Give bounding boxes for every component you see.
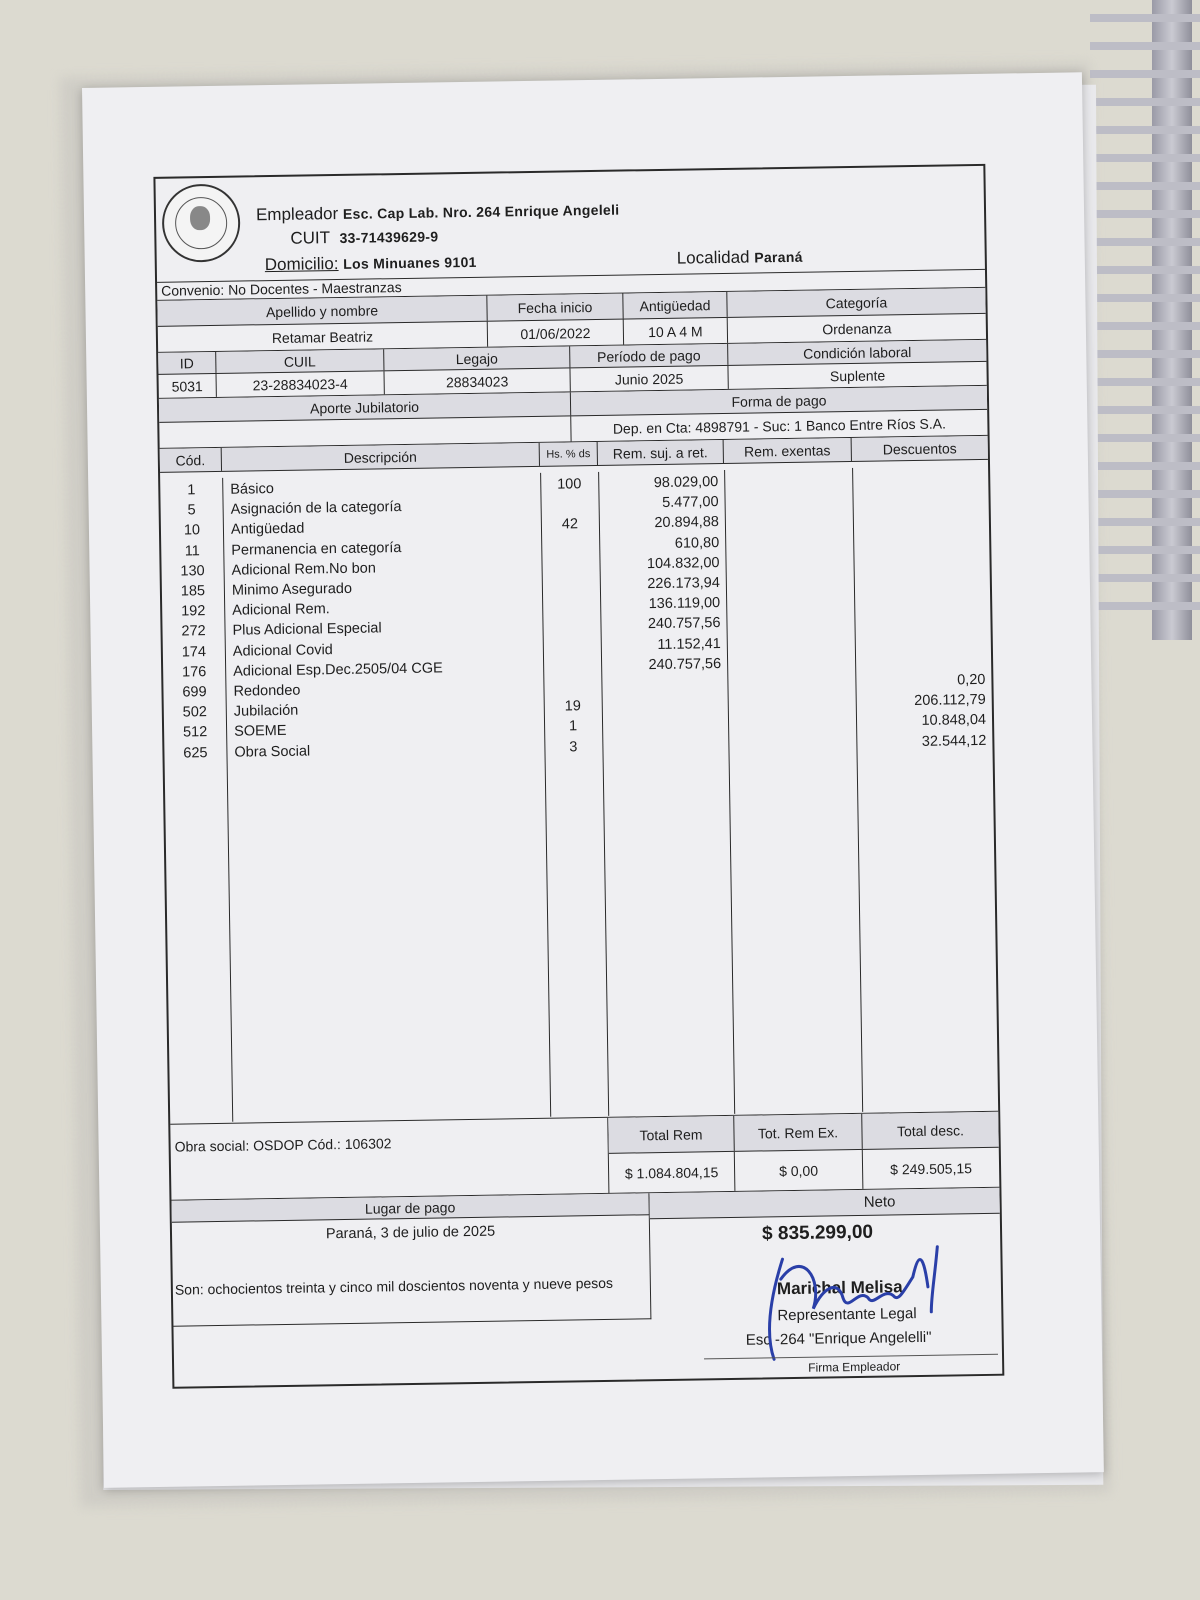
aporte-jubilatorio-label: Aporte Jubilatorio <box>159 392 571 421</box>
item-descripcion: Antigüedad <box>230 520 305 539</box>
header-apellido: Apellido y nombre <box>157 296 487 326</box>
item-rem: 20.894,88 <box>654 514 720 532</box>
item-rem: 11.152,41 <box>657 635 721 653</box>
item-rem: 226.173,94 <box>647 575 720 593</box>
item-cod: 130 <box>180 562 205 580</box>
item-cod: 174 <box>181 643 207 661</box>
item-rem: 240.757,56 <box>648 655 722 673</box>
item-descripcion: Adicional Rem.No bon <box>231 560 376 579</box>
col-rem-exentas: Rem. exentas <box>724 438 852 463</box>
item-hs <box>542 597 600 598</box>
totals-values <box>609 1148 1000 1194</box>
value-cuil: 23-28834023-4 <box>217 371 385 397</box>
lugar-pago-value: Paraná, 3 de julio de 2025 <box>325 1223 496 1243</box>
col-rem-suj: Rem. suj. a ret. <box>598 440 724 465</box>
lugar-pago-label: Lugar de pago <box>171 1193 649 1223</box>
payslip-paper <box>82 72 1104 1488</box>
item-cod: 192 <box>181 603 206 620</box>
domicilio-label: Domicilio: <box>264 253 339 275</box>
signer-name: Marichal Melisa <box>776 1277 903 1299</box>
header-fecha-inicio: Fecha inicio <box>487 294 623 321</box>
item-descripcion: Permanencia en categoría <box>231 539 402 559</box>
item-descripcion: Minimo Asegurado <box>231 580 353 599</box>
value-periodo: Junio 2025 <box>570 366 728 391</box>
total-desc-value: $ 249.505,15 <box>890 1159 973 1177</box>
value-apellido: Retamar Beatriz <box>158 322 488 352</box>
item-cod: 625 <box>183 744 208 762</box>
item-hs: 19 <box>564 698 581 715</box>
item-hs <box>541 557 599 558</box>
item-rem: 610,80 <box>674 534 720 552</box>
value-condicion: Suplente <box>829 366 886 384</box>
binder-rings <box>1090 0 1200 620</box>
value-antiguedad: 10 A 4 M <box>624 318 728 345</box>
item-descripcion: Asignación de la categoría <box>230 499 402 518</box>
cuit-value: 33-71439629-9 <box>339 228 439 246</box>
item-cod: 176 <box>181 663 207 681</box>
item-descripcion: Adicional Esp.Dec.2505/04 CGE <box>233 660 443 680</box>
header-id: ID <box>158 352 216 374</box>
forma-pago-value: Dep. en Cta: 4898791 - Suc: 1 Banco Entre Ríos S.A. <box>612 414 947 437</box>
item-hs <box>543 658 601 659</box>
item-descuento: 206.112,79 <box>914 692 986 710</box>
convenio-text: Convenio: No Docentes - Maestranzas <box>161 279 402 299</box>
item-exentas <box>724 472 846 474</box>
item-rem: 240.757,56 <box>647 615 721 633</box>
item-rem: 98.029,00 <box>653 474 719 492</box>
item-descuento: 32.544,12 <box>921 732 987 750</box>
item-hs: 100 <box>557 476 582 493</box>
item-cod: 699 <box>182 684 207 701</box>
col-hs: Hs. % ds <box>540 442 598 466</box>
item-cod: 272 <box>181 623 206 640</box>
obra-social-text: Obra social: OSDOP Cód.: 106302 <box>174 1135 392 1155</box>
neto-value: $ 835.299,00 <box>761 1221 874 1245</box>
item-hs: 42 <box>561 516 579 533</box>
item-descuento: 0,20 <box>957 671 986 689</box>
domicilio-line <box>265 252 477 275</box>
item-hs <box>542 577 600 578</box>
item-cod: 502 <box>182 704 208 721</box>
item-cod: 11 <box>184 542 200 560</box>
employer-header <box>155 166 985 283</box>
handwritten-signature <box>762 1216 964 1369</box>
neto-label: Neto <box>649 1188 999 1219</box>
total-desc-label: Total desc. <box>896 1121 965 1139</box>
employer-name: Esc. Cap Lab. Nro. 264 Enrique Angeleli <box>342 201 620 222</box>
item-hs <box>541 537 599 538</box>
item-descripcion: Plus Adicional Especial <box>232 620 382 640</box>
localidad-line <box>677 247 803 269</box>
item-hs <box>540 496 598 497</box>
item-descripcion: Básico <box>230 481 274 498</box>
col-descripcion: Descripción <box>222 443 540 471</box>
item-cod: 1 <box>187 482 196 499</box>
header-periodo: Período de pago <box>570 344 728 367</box>
domicilio-value: Los Minuanes 9101 <box>343 253 477 272</box>
signer-role: Representante Legal <box>777 1305 917 1325</box>
lugar-pago-box <box>172 1215 652 1326</box>
item-descripcion: Obra Social <box>234 743 311 761</box>
item-hs: 3 <box>569 738 578 756</box>
school-seal-logo <box>162 184 241 263</box>
totals-header <box>608 1112 999 1154</box>
header-legajo: Legajo <box>384 346 570 370</box>
header-categoria: Categoría <box>825 293 888 311</box>
total-rem-ex-value: $ 0,00 <box>735 1150 864 1191</box>
item-cod: 512 <box>182 724 208 741</box>
item-descripcion: Adicional Rem. <box>232 601 330 619</box>
item-rem: 104.832,00 <box>646 554 720 572</box>
value-legajo: 28834023 <box>384 368 570 394</box>
localidad-label: Localidad <box>676 247 750 268</box>
item-hs: 1 <box>568 718 578 735</box>
value-id: 5031 <box>159 374 217 398</box>
value-fecha-inicio: 01/06/2022 <box>488 320 624 347</box>
item-hs <box>543 678 601 679</box>
item-descuento <box>852 470 982 472</box>
firma-empleador-label: Firma Empleador <box>808 1359 901 1375</box>
col-descuentos: Descuentos <box>882 439 957 457</box>
item-cod: 5 <box>187 502 196 519</box>
item-cod: 10 <box>183 522 201 539</box>
item-hs <box>543 638 601 639</box>
item-descuento: 10.848,04 <box>921 712 987 730</box>
item-descripcion: Adicional Covid <box>232 641 333 660</box>
cuit-line <box>290 226 438 248</box>
total-rem-value: $ 1.084.804,15 <box>609 1152 736 1193</box>
item-descripcion: Redondeo <box>233 682 301 700</box>
item-descripcion: SOEME <box>234 723 287 741</box>
signer-school: Esc -264 "Enrique Angelelli" <box>745 1328 932 1349</box>
item-rem: 136.119,00 <box>648 595 721 613</box>
header-condicion: Condición laboral <box>803 343 912 362</box>
col-cod: Cód. <box>160 448 222 472</box>
forma-pago-label: Forma de pago <box>731 391 827 410</box>
total-rem-ex-label: Tot. Rem Ex. <box>734 1114 863 1151</box>
cuit-label: CUIT <box>290 228 331 248</box>
item-rem: 5.477,00 <box>662 494 719 512</box>
header-antiguedad: Antigüedad <box>623 292 727 319</box>
item-cod: 185 <box>180 583 206 600</box>
items-body <box>160 466 998 1123</box>
obra-social-box <box>170 1118 609 1201</box>
monto-en-letras: Son: ochocientos treinta y cinco mil doscientos noventa y nueve pesos <box>174 1274 614 1298</box>
employer-label: Empleador <box>255 203 339 225</box>
localidad-value: Paraná <box>754 248 803 266</box>
value-categoria: Ordenanza <box>822 319 892 337</box>
payslip-form <box>153 164 1004 1389</box>
employer-line <box>256 200 620 226</box>
item-descripcion: Jubilación <box>233 702 299 720</box>
header-cuil: CUIL <box>216 349 384 373</box>
item-hs <box>542 617 600 618</box>
total-rem-label: Total Rem <box>608 1116 735 1153</box>
